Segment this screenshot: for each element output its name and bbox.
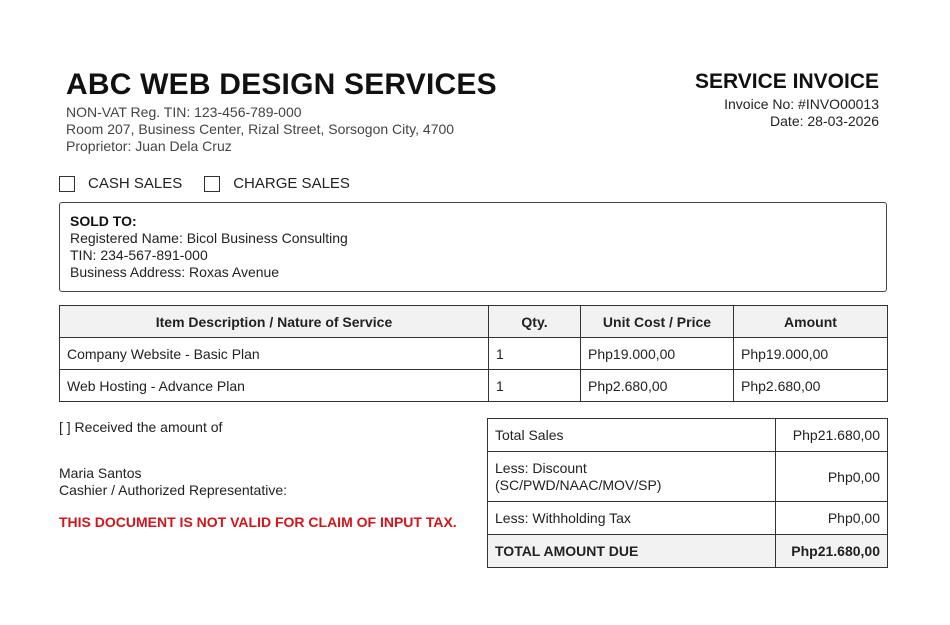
totals-row [488, 419, 888, 452]
items-table [59, 305, 888, 402]
item-qty: 1 [489, 370, 581, 402]
invoice-number: Invoice No: #INVO00013 [724, 96, 879, 112]
item-unit-cost: Php2.680,00 [581, 370, 734, 402]
withholding-tax-value: Php0,00 [776, 502, 888, 535]
table-row [60, 338, 888, 370]
totals-row [488, 452, 888, 502]
header-qty: Qty. [489, 306, 581, 338]
company-name: ABC WEB DESIGN SERVICES [66, 68, 497, 101]
table-row [60, 370, 888, 402]
charge-sales-label: CHARGE SALES [233, 175, 350, 192]
sold-to-tin: TIN: 234-567-891-000 [70, 247, 208, 263]
invoice-title: SERVICE INVOICE [695, 70, 879, 93]
sold-to-address: Business Address: Roxas Avenue [70, 264, 280, 280]
input-tax-warning: THIS DOCUMENT IS NOT VALID FOR CLAIM OF INPUT TAX. [59, 514, 457, 530]
header-description: Item Description / Nature of Service [60, 306, 489, 338]
item-unit-cost: Php19.000,00 [581, 338, 734, 370]
discount-label-line1: Less: Discount [495, 459, 587, 476]
sold-to-box [59, 202, 887, 292]
item-amount: Php2.680,00 [734, 370, 888, 402]
item-qty: 1 [489, 338, 581, 370]
charge-sales-checkbox[interactable] [204, 176, 220, 192]
totals-table [487, 418, 888, 568]
total-amount-due-value: Php21.680,00 [776, 535, 888, 568]
discount-value: Php0,00 [776, 452, 888, 502]
items-header-row [60, 306, 888, 338]
total-amount-due-label: TOTAL AMOUNT DUE [488, 535, 776, 568]
cashier-name: Maria Santos [59, 465, 142, 481]
sale-type-row [59, 175, 350, 192]
total-sales-label: Total Sales [488, 419, 776, 452]
discount-label-line2: (SC/PWD/NAAC/MOV/SP) [495, 476, 662, 493]
cashier-role: Cashier / Authorized Representative: [59, 482, 288, 498]
item-description: Company Website - Basic Plan [60, 338, 489, 370]
discount-label [488, 452, 776, 502]
item-description: Web Hosting - Advance Plan [60, 370, 489, 402]
withholding-tax-label: Less: Withholding Tax [488, 502, 776, 535]
total-sales-value: Php21.680,00 [776, 419, 888, 452]
company-proprietor: Proprietor: Juan Dela Cruz [66, 138, 232, 154]
cash-sales-checkbox[interactable] [59, 176, 75, 192]
cash-sales-label: CASH SALES [88, 175, 183, 192]
company-tin: NON-VAT Reg. TIN: 123-456-789-000 [66, 104, 302, 120]
totals-row [488, 502, 888, 535]
item-amount: Php19.000,00 [734, 338, 888, 370]
company-address: Room 207, Business Center, Rizal Street, Sorsogon City, 4700 [66, 121, 455, 137]
sold-to-registered-name: Registered Name: Bicol Business Consulting [70, 230, 348, 246]
invoice-date: Date: 28-03-2026 [770, 113, 879, 129]
received-amount-text: [ ] Received the amount of [59, 419, 223, 435]
sold-to-title: SOLD TO: [70, 213, 137, 229]
header-amount: Amount [734, 306, 888, 338]
header-unit-cost: Unit Cost / Price [581, 306, 734, 338]
totals-row [488, 535, 888, 568]
